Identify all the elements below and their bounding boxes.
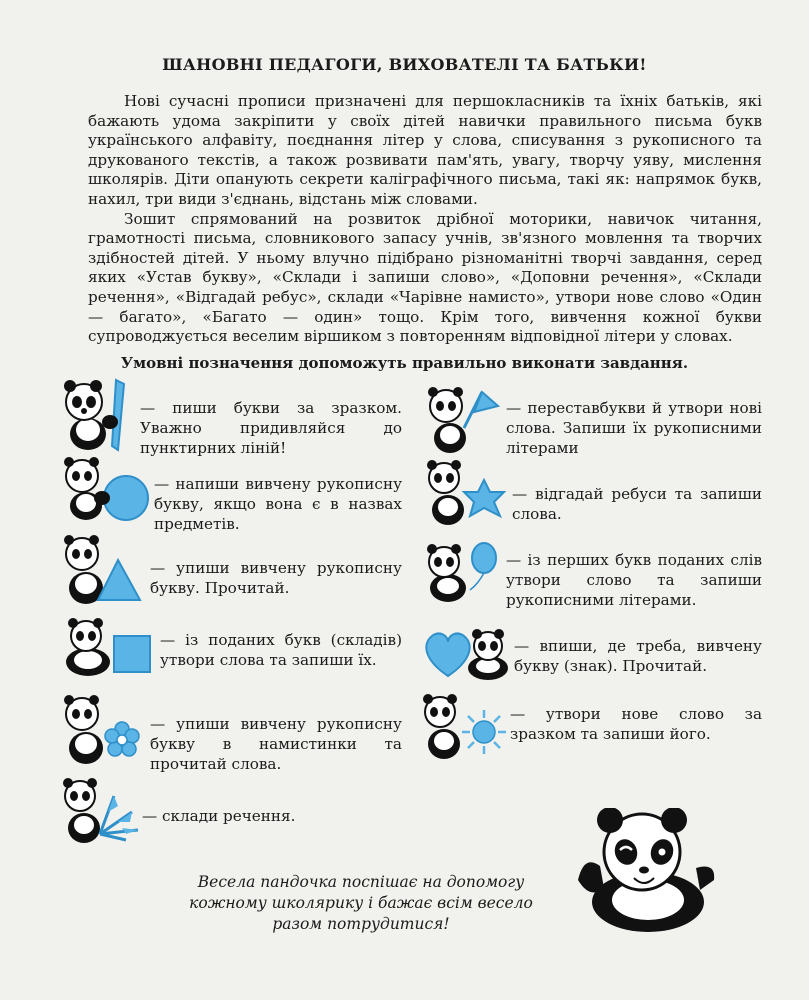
legend-item-sun [420,692,770,764]
legend-text: — впиши, де треба, вивчену букву (знак). Прочитай. [514,637,762,675]
legend-text: — переставбукви й утвори нові слова. Запиши їх рукописними літерами [506,399,762,457]
panda-mascot-icon [570,808,720,934]
intro-paragraph-2: Зошит спрямований на розвиток дрібної моторики, навичок читання, грамотності письма, словникового запасу учнів, зв'язного мовлення та творчих здібностей дітей. У ньому влучно підібрано різноманітні творчі завдання, серед яких «Устав букву», «Склади і запиши слово», «Доповни речення», «Склади речення», «Відгадай ребус», склади «Чарівне намисто», утвори нове слово «Один — багато», «Багато — один» тощо. Крім того, вивчення кожної букви супроводжується веселим віршиком з повторенням відповідної літери у словах. [88,209,762,346]
panda-pen-icon [56,372,136,452]
panda-star-icon [420,458,516,530]
legend-item-write-by-sample [56,372,406,457]
legend-item-flower [56,692,406,774]
legend-item-star [420,458,770,530]
legend-text: — із перших букв поданих слів утвори слово та запиши рукописними літерами. [506,551,762,609]
page-title: ШАНОВНІ ПЕДАГОГИ, ВИХОВАТЕЛІ ТА БАТЬКИ! [162,55,647,74]
legend-text: — упиши вивчену рукописну букву в намистинки та прочитай слова. [150,715,402,773]
panda-flag-icon [420,380,510,456]
legend-item-flag [420,380,770,456]
legend-text: — пиши букви за зразком. Уважно придивляйся до пунктирних ліній! [140,399,402,457]
panda-balloon-icon [420,540,510,612]
closing-text: Весела пандочка поспішає на допомогу кожному школярику і бажає всім весело разом потрудитися! [189,873,533,933]
legend-item-square [56,614,406,692]
legend-item-triangle [56,530,406,612]
intro-paragraph-1: Нові сучасні прописи призначені для першокласників та їхніх батьків, які бажають удома закріпити у своїх дітей навички правильного письма букв українського алфавіту, поєднання літер у слова, списування з рукописного та друкованого текстів, а також розвивати пам'ять, увагу, творчу уяву, мислення школярів. Діти опанують секрети каліграфічного письма, такі як: напрямок букв, нахил, три види з'єднань, відстань між словами. [88,92,762,208]
legend-item-leaves [56,774,406,846]
legend-item-balloon [420,540,770,612]
panda-heart-icon [420,622,516,692]
legend-text: — напиши вивчену рукописну букву, якщо вона є в назвах предметів. [154,475,402,533]
legend-text: — відгадай ребуси та запиши слова. [512,485,762,523]
legend-item-circle [56,452,406,533]
panda-flower-icon [56,692,156,772]
panda-circle-icon [56,452,156,522]
legend-text: — із поданих букв (складів) утвори слова та запиши їх. [160,631,402,669]
panda-sun-icon [420,692,510,764]
intro-text [88,92,762,347]
panda-leaves-icon [56,774,146,844]
panda-triangle-icon [56,530,156,610]
legend-title: Умовні позначення допоможуть правильно виконати завдання. [120,354,689,372]
legend-text: — склади речення. [142,807,296,825]
legend-text: — утвори нове слово за зразком та запиши його. [510,705,762,743]
legend-item-heart [420,622,770,692]
panda-square-icon [56,614,156,684]
legend-text: — упиши вивчену рукописну букву. Прочитай. [150,559,402,597]
